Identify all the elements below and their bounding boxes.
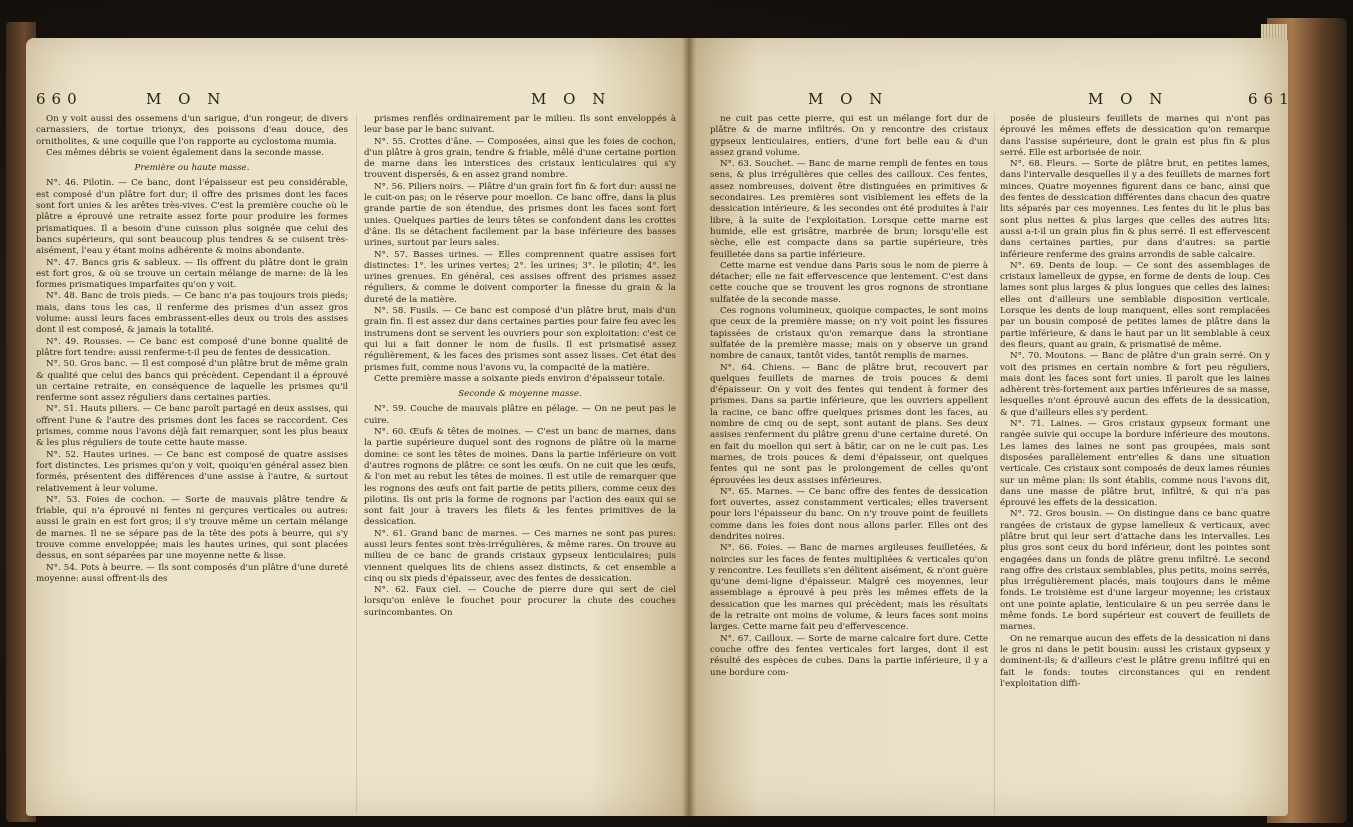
paragraph: N°. 70. Moutons. — Banc de plâtre d'un grain serré. On y voit des prismes en certain nombre & fort peu réguliers, mais dont les faces sont fort unies. Il paroît que les laines adhèrent très-fortement aux parties inférieures de sa masse, lesquelles n'ont éprouvé aucun des effets de la dessication, & que d'ailleurs elles s'y perdent. bbox=[1000, 351, 1270, 418]
paragraph: N°. 55. Crottes d'âne. — Composées, ainsi que les foies de cochon, d'un plâtre à gros grain, tendre & friable, mêlé d'une certaine portion de marne dans les interstices des cristaux lenticulaires qui s'y trouvent dispersés, & en assez grand nombre. bbox=[364, 136, 676, 181]
paragraph: N°. 61. Grand banc de marnes. — Ces marnes ne sont pas pures: aussi leurs fentes sont très-irrégulières, & même rares. On trouve au milieu de ce banc de grands cristaux gypseux lenticulaires; puis viennent quelques lits de chiens assez distincts, & cet ensemble a cinq ou six pieds d'épaisseur, avec des fentes de dessication. bbox=[364, 528, 676, 584]
section-title: Seconde & moyenne masse. bbox=[458, 389, 582, 400]
paragraph: N°. 46. Pilotin. — Ce banc, dont l'épaisseur est peu considérable, est composé d'un plâtre fort dur; il offre des prismes dont les faces sont fort unies & les arêtes très-vives. C'est la première couche où le plâtre a éprouvé une retraite assez forte pour produire les formes prismatiques. Il a besoin d'une cuisson plus soignée que celui des bancs supérieurs, qui sont beaucoup plus tendres & se cuisent très-aisément, l'eau y étant moins adhérente & moins abondante. bbox=[36, 178, 348, 257]
column-2 bbox=[364, 114, 676, 814]
paragraph: N°. 63. Souchet. — Banc de marne rempli de fentes en tous sens, & plus irrégulières que celles des cailloux. Ces fentes, assez nombreuses, doivent être distinguées en primitives & secondaires. Les premières sont visiblement les effets de la dessication intérieure, & les secondes ont été produites à l'air libre, à la suite de l'exploitation. Lorsque cette marne est humide, elle est grisâtre, marbrée de brun; lorsqu'elle est sèche, elle est compacte dans sa partie supérieure, très feuilletée dans sa partie inférieure. bbox=[710, 159, 988, 260]
right-page bbox=[688, 38, 1295, 816]
paragraph: posée de plusieurs feuillets de marnes qui n'ont pas éprouvé les mêmes effets de dessication qu'on remarque dans l'assise supérieure, dont le grain est plus fin & plus serré. Elle est arborisée de noir. bbox=[1000, 114, 1270, 158]
paragraph: Cette marne est vendue dans Paris sous le nom de pierre à détacher; elle ne fait effervescence que lentement. C'est dans cette couche que se trouvent les gros rognons de strontiane sulfatée de la seconde masse. bbox=[710, 260, 988, 305]
paragraph: N°. 66. Foies. — Banc de marnes argileuses feuilletées, & noircies sur les faces de fentes multipliées & verticales qu'on y rencontre. Les feuillets s'en délitent aisément, & n'ont guère qu'une demi-ligne d'épaisseur. Malgré ces moyennes, leur assemblage a éprouvé à peu près les mêmes effets de la dessication que les marnes qui précèdent; mais les résultats de la retraite ont moins de volume, & leurs faces sont moins larges. Cette marne fait peu d'effervescence. bbox=[710, 543, 988, 633]
paragraph: N°. 50. Gros banc. — Il est composé d'un plâtre brut de même grain & qualité que celui des bancs qui précèdent. Cependant il a éprouvé un certaine retraite, en conséquence de laquelle les prismes qu'il renferme sont assez réguliers dans certaines parties. bbox=[36, 359, 348, 404]
left-page-number: 660 bbox=[36, 90, 83, 108]
paragraph: N°. 67. Cailloux. — Sorte de marne calcaire fort dure. Cette couche offre des fentes verticales fort larges, dont il est résulté des espèces de cubes. Dans la partie inférieure, il y a une bordure com- bbox=[710, 633, 988, 678]
paragraph: N°. 69. Dents de loup. — Ce sont des assemblages de cristaux lamelleux de gypse, en forme de dents de loup. Ces lames sont plus larges & plus longues que celles des laines: elles ont d'ailleurs une semblable disposition verticale. Lorsque les dents de loup manquent, elles sont remplacées par un bousin composé de petites lames de plâtre dans la partie inférieure, & dans le haut par un lit semblable à ceux des fleurs, quant au grain, & prismatisé de même. bbox=[1000, 260, 1270, 350]
right-running-head-2: M O N bbox=[1088, 90, 1169, 108]
column-4 bbox=[1000, 114, 1270, 814]
paragraph: N°. 52. Hautes urines. — Ce banc est composé de quatre assises fort distinctes. Les prismes qu'on y voit, quoiqu'en général assez bien formés, présentent des différences d'une assise à l'autre, & surtout relativement à leur volume. bbox=[36, 449, 348, 494]
paragraph: N°. 72. Gros bousin. — On distingue dans ce banc quatre rangées de cristaux de gypse lamelleux & verticaux, avec plâtre brut qui leur sert d'attache dans les intervalles. Les plus gros sont ceux du bord inférieur, dont les pointes sont engagées dans un fonds de plâtre grenu infiltré. Le second rang offre des cristaux semblables, plus petits, moins serrés, plus irrégulièrement placés, mais toujours dans le même fonds. Le troisième est d'une largeur moyenne; les cristaux ont une pointe aplatie, lenticulaire & un peu serrée dans le même fonds. Le bord supérieur est couvert de feuillets de marnes. bbox=[1000, 509, 1270, 633]
paragraph: N°. 62. Faux ciel. — Couche de pierre dure qui sert de ciel lorsqu'on enlève le fouchet pour procurer la chute des couches surincombantes. On bbox=[364, 585, 676, 618]
right-page-number: 661 bbox=[1248, 90, 1295, 108]
paragraph: N°. 64. Chiens. — Banc de plâtre brut, recouvert par quelques feuillets de marnes de trois pouces & demi d'épaisseur. On y voit des fentes qui tendent à former des prismes. Dans sa partie inférieure, que les ouvriers appellent la racine, ce banc offre quelques prismes dont les faces, au nombre de cinq ou de sept, sont autant de plans. Ses deux assises renferment du plâtre grenu d'une certaine dureté. On en fait du moellon qui sert à bâtir, car on ne le cuit pas. Les marnes, de trois pouces & demi d'épaisseur, ont quelques fentes qui ne sont pas le prolongement de celles qu'ont éprouvées les deux assises inférieures. bbox=[710, 362, 988, 486]
paragraph: N°. 47. Bancs gris & sableux. — Ils offrent du plâtre dont le grain est fort gros, & où se trouve un certain mélange de marne: de là les formes prismatiques imparfaites qu'on y voit. bbox=[36, 257, 348, 291]
paragraph: On y voit aussi des ossemens d'un sarigue, d'un rongeur, de divers carnassiers, de tortue trionyx, des poissons d'eau douce, des ornitholites, & une coquille que l'on rapporte au cyclostoma mumia. bbox=[36, 114, 348, 147]
column-1 bbox=[36, 114, 348, 814]
column-3 bbox=[710, 114, 988, 814]
paragraph: N°. 56. Piliers noirs. — Plâtre d'un grain fort fin & fort dur: aussi ne le cuit-on pas; on le réserve pour moellon. Ce banc offre, dans la plus grande partie de son étendue, des prismes dont les faces sont fort unies. Quelques parties de leurs têtes se confondent dans les crottes d'âne. Ils se détachent facilement par la base inférieure des basses urines, surtout par leurs sales. bbox=[364, 181, 676, 249]
paragraph: N°. 59. Couche de mauvais plâtre en pélage. — On ne peut pas le cuire. bbox=[364, 404, 676, 426]
column-rule bbox=[356, 114, 357, 814]
left-page bbox=[26, 38, 688, 816]
left-running-head: M O N bbox=[146, 90, 227, 108]
paragraph: Ces rognons volumineux, quoique compactes, le sont moins que ceux de la première masse; on n'y voit point les fissures tapissées de cristaux qu'on remarque dans la strontiane sulfatée de la première masse; mais on y observe un grand nombre de canaux, tantôt vides, tantôt remplis de marnes. bbox=[710, 306, 988, 362]
paragraph: N°. 53. Foies de cochon. — Sorte de mauvais plâtre tendre & friable, qui n'a éprouvé ni fentes ni gerçures verticales ou autres: aussi le grain en est fort gros; il s'y trouve même un certain mélange de marnes. Il ne se sépare pas de la tête des pots à beurre, qui s'y trouve comme enveloppée; mais les hautes urines, qui sont placées dessus, en sont séparées par une moyenne nette & lisse. bbox=[36, 494, 348, 562]
paragraph: N°. 51. Hauts piliers. — Ce banc paroît partagé en deux assises, qui offrent l'une & l'autre des prismes dont les faces se raccordent. Ces prismes, comme nous l'avons déjà fait remarquer, sont les plus beaux & les plus réguliers de toute cette haute masse. bbox=[36, 404, 348, 449]
left-running-head-2: M O N bbox=[531, 90, 612, 108]
paragraph: prismes renflés ordinairement par le milieu. Ils sont enveloppés à leur base par le banc suivant. bbox=[364, 114, 676, 136]
paragraph: N°. 71. Laines. — Gros cristaux gypseux formant une rangée suivie qui occupe la bordure inférieure des moutons. Les lames des laines ne sont pas groupées, mais sont disposées parallèlement entr'elles & dans une situation verticale. Ces cristaux sont composés de deux lames réunies sur un même plan: ils sont établis, comme nous l'avons dit, dans une masse de plâtre brut, infiltré, & qui n'a pas éprouvé les effets de la dessication. bbox=[1000, 419, 1270, 509]
paragraph: Ces mêmes débris se voient également dans la seconde masse. bbox=[46, 147, 324, 158]
section-title: Première ou haute masse. bbox=[134, 163, 250, 174]
paragraph: Cette première masse a soixante pieds environ d'épaisseur totale. bbox=[374, 373, 666, 384]
right-running-head: M O N bbox=[808, 90, 889, 108]
paragraph: N°. 68. Fleurs. — Sorte de plâtre brut, en petites lames, dans l'intervalle desquelles il y a des feuillets de marnes fort minces. Quatre moyennes figurent dans ce banc, ainsi que des fentes de dessication différentes dans chacun des quatre lits séparés par ces moyennes. Les fentes du lit le plus bas sont plus nettes & plus larges que celles des autres lits: aussi a-t-il un grain plus fin & plus serré. Il est effervescent dans certaines parties, pur dans d'autres: sa partie inférieure renferme des grains arrondis de sable calcaire. bbox=[1000, 159, 1270, 260]
column-rule bbox=[994, 114, 995, 814]
paragraph: N°. 65. Marnes. — Ce banc offre des fentes de dessication fort ouvertes, assez constamment verticales; elles traversent pour lors l'épaisseur du banc. On n'y trouve point de feuillets comme dans les foies dont nous allons parler. Elles ont des dendrites noires. bbox=[710, 486, 988, 542]
paragraph: N°. 54. Pots à beurre. — Ils sont composés d'un plâtre d'une dureté moyenne: aussi offrent-ils des bbox=[36, 562, 348, 584]
open-book bbox=[6, 18, 1347, 823]
book-gutter bbox=[682, 38, 696, 816]
paragraph: ne cuit pas cette pierre, qui est un mélange fort dur de plâtre & de marne infiltrés. On y rencontre des cristaux gypseux lenticulaires, entiers, d'une fort belle eau & d'un assez grand volume. bbox=[710, 114, 988, 158]
paragraph: N°. 58. Fusils. — Ce banc est composé d'un plâtre brut, mais d'un grain fin. Il est assez dur dans certaines parties pour faire feu avec les instrumens dont se servent les ouvriers pour son exploitation: c'est ce qui lui a fait donner le nom de fusils. Il est prismatisé assez régulièrement, & les faces des prismes sont assez lisses. Cet état des prismes fuit, comme nous l'avons vu, la compacité de la matière. bbox=[364, 306, 676, 373]
paragraph: N°. 57. Basses urines. — Elles comprennent quatre assises fort distinctes: 1°. les urines vertes; 2°. les urines; 3°. le pilotin; 4°. les urines grenues. En général, ces assises offrent des prismes assez réguliers, & comme le doivent comporter la finesse du grain & la dureté de la matière. bbox=[364, 249, 676, 305]
paragraph: N°. 49. Rousses. — Ce banc est composé d'une bonne qualité de plâtre fort tendre: aussi renferme-t-il peu de fentes de dessication. bbox=[36, 336, 348, 358]
paragraph: On ne remarque aucun des effets de la dessication ni dans le gros ni dans le petit bousin: aussi les cristaux gypseux y dominent-ils; & d'ailleurs c'est le plâtre grenu infiltré qui en fait le fonds: toutes circonstances qui en rendent l'exploitation diffi- bbox=[1000, 633, 1270, 689]
paragraph: N°. 48. Banc de trois pieds. — Ce banc n'a pas toujours trois pieds; mais, dans tous les cas, il renferme des prismes d'un assez gros volume: aussi leurs faces embrassent-elles deux ou trois des assises dont il est composé, & jamais la totalité. bbox=[36, 291, 348, 336]
paragraph: N°. 60. Œufs & têtes de moines. — C'est un banc de marnes, dans la partie supérieure duquel sont des rognons de plâtre où la marne domine: ce sont les têtes de moines. Dans la partie inférieure on voit d'autres rognons de plâtre: ce sont les œufs. On ne cuit que les œufs, & l'on met au rebut les têtes de moines. Il est utile de remarquer que les rognons des œufs ont fait partie de petits piliers, comme ceux des pilotins. Ils ont pris la forme de rognons par l'action des eaux qui se sont fait jour à travers les filets & les fentes primitives de la dessication. bbox=[364, 427, 676, 528]
